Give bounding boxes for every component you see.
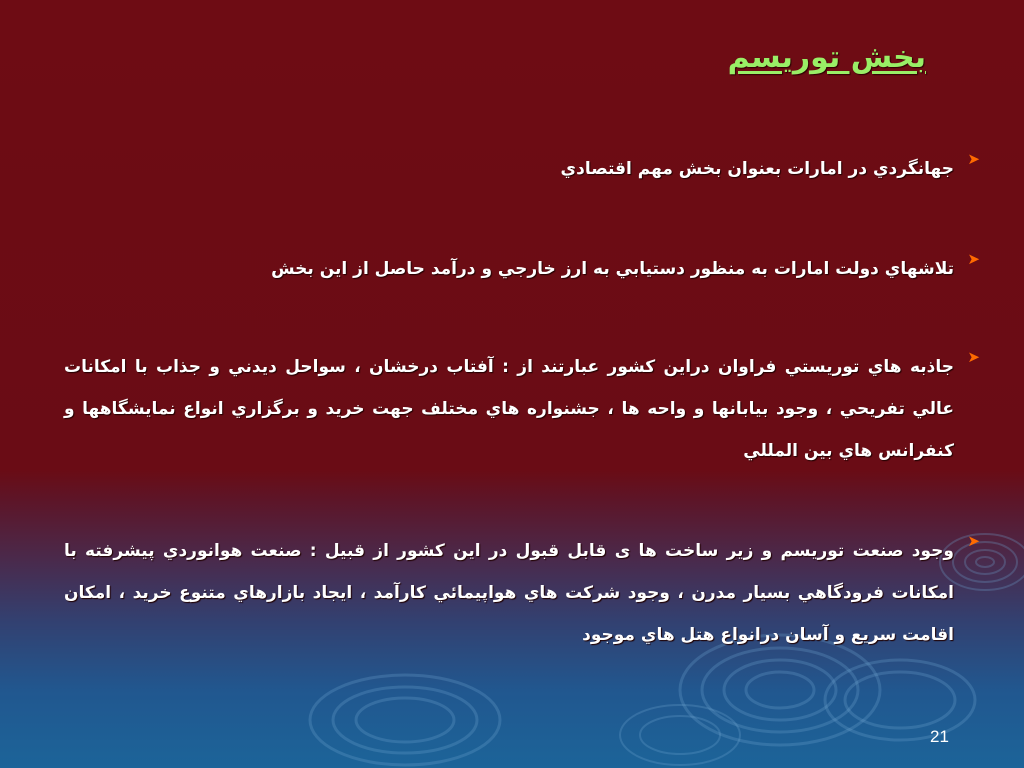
bullet-list bbox=[64, 0, 980, 768]
slide-title: بخش توريسم bbox=[727, 40, 926, 75]
bullet-item bbox=[64, 346, 980, 472]
arrow-bullet-icon: ➤ bbox=[967, 150, 980, 168]
page-number: 21 bbox=[930, 727, 949, 746]
bullet-item bbox=[64, 248, 980, 290]
bullet-text: وجود صنعت توريسم و زير ساخت ها ی قابل قبول در اين كشور از قبيل : صنعت هوانوردي پيشرفته با امكانات فرودگاهي بسيار مدرن ، وجود شركت هاي هواپيمائي كارآمد ، ايجاد بازارهاي متنوع خريد ، امكان اقامت سريع و آسان درانواع هتل هاي موجود bbox=[64, 541, 954, 645]
arrow-bullet-icon: ➤ bbox=[967, 250, 980, 268]
bullet-text: جاذبه هاي توريستي فراوان دراين كشور عبارتند از : آفتاب درخشان ، سواحل ديدني و جذاب با امكانات عالي تفريحي ، وجود بيابانها و واحه ها ، جشنواره هاي مختلف جهت خريد و برگزاري انواع نمايشگاهها و كنفرانس هاي بين المللي bbox=[64, 357, 954, 461]
bullet-item bbox=[64, 148, 980, 190]
bullet-text: جهانگردي در امارات بعنوان بخش مهم اقتصادي bbox=[560, 159, 954, 179]
bullet-text: تلاشهاي دولت امارات به منظور دستيابي به ارز خارجي و درآمد حاصل از اين بخش bbox=[271, 259, 954, 279]
arrow-bullet-icon: ➤ bbox=[967, 532, 980, 550]
bullet-item bbox=[64, 530, 980, 656]
arrow-bullet-icon: ➤ bbox=[967, 348, 980, 366]
